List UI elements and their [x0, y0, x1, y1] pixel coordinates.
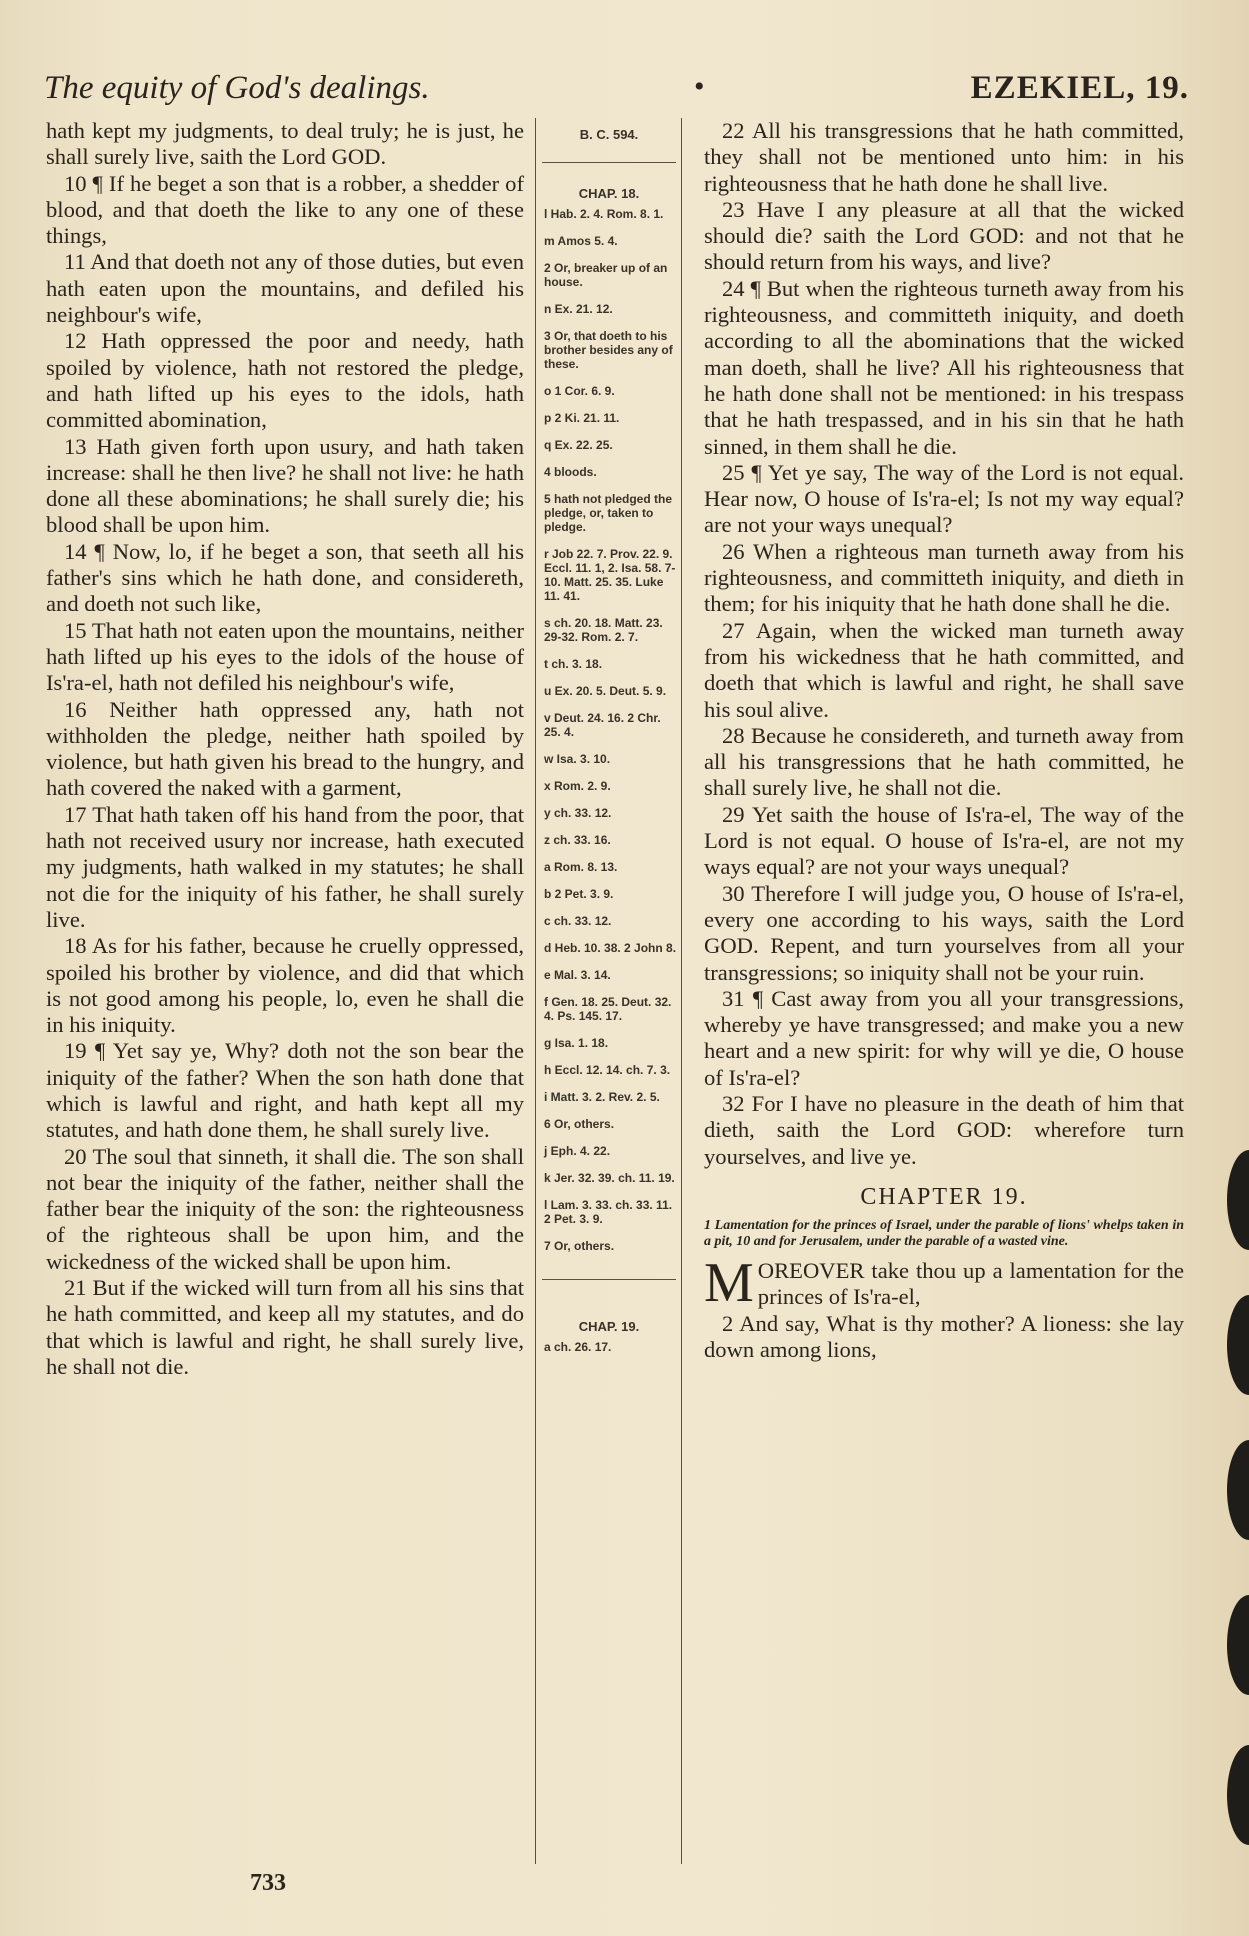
header-title: The equity of God's dealings. — [44, 70, 430, 106]
verse-27: 27 Again, when the wicked man turneth away from his wickedness that he hath committed, and doeth that which is lawful and right, he shall save his soul alive. — [704, 617, 1184, 722]
cross-reference: p 2 Ki. 21. 11. — [544, 411, 620, 425]
cross-reference: l Lam. 3. 33. ch. 33. 11. 2 Pet. 3. 9. — [544, 1198, 673, 1226]
verse-17: 17 That hath taken off his hand from the poor, that hath not received usury nor increase, hath executed my judgments, hath walked in my statutes; he shall not die for the iniquity of his father, he shall surely live. — [46, 801, 524, 932]
drop-cap: M — [704, 1252, 754, 1315]
verse-29: 29 Yet saith the house of Is'ra-el, The way of the Lord is not equal. O house of Is'ra-el, are not my ways equal? are not your ways unequal? — [704, 801, 1184, 880]
running-header — [44, 70, 1189, 114]
verse-18: 18 As for his father, because he cruelly oppressed, spoiled his brother by violence, and did that which is not good among his people, lo, even he shall die in his iniquity. — [46, 933, 524, 1038]
chapter-18-label: CHAP. 18. — [578, 186, 640, 201]
cross-reference: s ch. 20. 18. Matt. 23. 29-32. Rom. 2. 7. — [544, 616, 663, 644]
page-number: 733 — [250, 1870, 286, 1896]
cross-reference: q Ex. 22. 25. — [544, 438, 613, 452]
verse-1-text: OREOVER take thou up a lamentation for the princes of Is'ra-el, — [757, 1258, 1184, 1310]
verse-20: 20 The soul that sinneth, it shall die. The son shall not bear the iniquity of the father, neither shall the father bear the iniquity of the son: the righteousness of the righteous shall be upon him, and the wickedness of the wicked shall be upon him. — [46, 1143, 524, 1274]
verse-22: 22 All his transgressions that he hath committed, they shall not be mentioned unto him: in his righteousness that he hath done he shall live. — [704, 118, 1184, 196]
chapter-summary: 1 Lamentation for the princes of Israel, under the parable of lions' whelps taken in a pit, 10 and for Jerusalem, under the parable of a wasted vine. — [704, 1218, 1184, 1250]
cross-reference: h Eccl. 12. 14. ch. 7. 3. — [544, 1063, 671, 1077]
cross-reference: c ch. 33. 12. — [544, 914, 612, 928]
column-divider-right — [681, 118, 682, 1864]
cross-reference: t ch. 3. 18. — [544, 657, 603, 671]
cross-reference: 5 hath not pledged the pledge, or, taken to pledge. — [544, 492, 672, 534]
thumb-index-tab[interactable] — [1227, 1295, 1249, 1395]
verse-31: 31 ¶ Cast away from you all your transgressions, whereby ye have transgressed; and make you a new heart and a new spirit: for why will ye die, O house of Is'ra-el? — [704, 985, 1184, 1090]
chapter-heading: CHAPTER 19. — [860, 1183, 1028, 1210]
thumb-index-tab[interactable] — [1227, 1150, 1249, 1250]
cross-reference: 3 Or, that doeth to his brother besides any of these. — [544, 329, 673, 371]
thumb-index-tab[interactable] — [1227, 1595, 1249, 1695]
left-text-column — [46, 118, 524, 1380]
verse-10: 10 ¶ If he beget a son that is a robber, a shedder of blood, and that doeth the like to any one of these things, — [46, 170, 524, 249]
cross-reference: i Matt. 3. 2. Rev. 2. 5. — [544, 1090, 660, 1104]
verse-24: 24 ¶ But when the righteous turneth away from his righteousness, and committeth iniquity, and doeth according to all the abominations that the wicked man doeth, shall he live? All his righteousness that he hath done shall not be mentioned: in his trespass that he hath trespassed, and in his sin that he hath sinned, in them shall he die. — [704, 275, 1184, 459]
cross-reference: 2 Or, breaker up of an house. — [544, 261, 668, 289]
header-book-chapter: EZEKIEL, 19. — [970, 70, 1189, 106]
verse-16: 16 Neither hath oppressed any, hath not withholden the pledge, neither hath spoiled by violence, but hath given his bread to the hungry, and hath covered the naked with a garment, — [46, 696, 524, 801]
chapter-19-verse-2: 2 And say, What is thy mother? A lioness: she lay down among lions, — [704, 1310, 1184, 1363]
verse-19: 19 ¶ Yet say ye, Why? doth not the son bear the iniquity of the father? When the son hath done that which is lawful and right, and hath kept all my statutes, and hath done them, he shall surely live. — [46, 1038, 524, 1143]
cross-reference: w Isa. 3. 10. — [544, 752, 611, 766]
verse-26: 26 When a righteous man turneth away from his righteousness, and committeth iniquity, and dieth in them; for his iniquity that he hath done shall he die. — [704, 538, 1184, 617]
cross-reference: z ch. 33. 16. — [544, 833, 611, 847]
cross-reference: g Isa. 1. 18. — [544, 1036, 609, 1050]
cross-reference: b 2 Pet. 3. 9. — [544, 887, 614, 901]
cross-reference: j Eph. 4. 22. — [544, 1144, 611, 1158]
right-text-column — [704, 118, 1184, 1363]
reference-divider — [542, 1279, 676, 1280]
verse-30: 30 Therefore I will judge you, O house of Is'ra-el, every one according to his ways, saith the Lord GOD. Repent, and turn yourselves from all your transgressions; so iniquity shall not be your ruin. — [704, 880, 1184, 985]
cross-reference: f Gen. 18. 25. Deut. 32. 4. Ps. 145. 17. — [544, 995, 672, 1023]
column-divider-left — [535, 118, 536, 1864]
cross-reference-column — [538, 118, 680, 1367]
cross-reference: v Deut. 24. 16. 2 Chr. 25. 4. — [544, 711, 661, 739]
verse-15: 15 That hath not eaten upon the mountains, neither hath lifted up his eyes to the idols of the house of Is'ra-el, hath not defiled his neighbour's wife, — [46, 617, 524, 696]
cross-reference: d Heb. 10. 38. 2 John 8. — [544, 941, 677, 955]
verse-23: 23 Have I any pleasure at all that the wicked should die? saith the Lord GOD: and not that he should return from his ways, and live? — [704, 196, 1184, 275]
cross-reference: e Mal. 3. 14. — [544, 968, 611, 982]
verse-25: 25 ¶ Yet ye say, The way of the Lord is not equal. Hear now, O house of Is'ra-el; Is not my way equal? are not your ways unequal? — [704, 459, 1184, 538]
cross-reference: k Jer. 32. 39. ch. 11. 19. — [544, 1171, 675, 1185]
thumb-index-tab[interactable] — [1227, 1745, 1249, 1845]
verse-11: 11 And that doeth not any of those duties, but even hath eaten upon the mountains, and defiled his neighbour's wife, — [46, 249, 524, 328]
cross-reference: a Rom. 8. 13. — [544, 860, 618, 874]
cross-reference: m Amos 5. 4. — [544, 234, 618, 248]
cross-reference: r Job 22. 7. Prov. 22. 9. Eccl. 11. 1, 2. Isa. 58. 7-10. Matt. 25. 35. Luke 11. 41. — [544, 547, 676, 603]
cross-reference: n Ex. 21. 12. — [544, 302, 613, 316]
cross-reference: o 1 Cor. 6. 9. — [544, 384, 615, 398]
verse-21: 21 But if the wicked will turn from all his sins that he hath committed, and keep all my statutes, and do that which is lawful and right, he shall surely live, he shall not die. — [46, 1275, 524, 1379]
verse-13: 13 Hath given forth upon usury, and hath taken increase: shall he then live? he shall not live: he hath done all these abominations; he shall surely die; his blood shall be upon him. — [46, 433, 524, 538]
verse-text: hath kept my judgments, to deal truly; he is just, he shall surely live, saith the Lord GOD. — [46, 118, 524, 170]
reference-divider — [542, 162, 676, 163]
verse-12: 12 Hath oppressed the poor and needy, hath spoiled by violence, hath not restored the pledge, and hath lifted up his eyes to the idols, hath committed abomination, — [46, 328, 524, 433]
cross-reference: y ch. 33. 12. — [544, 806, 612, 820]
cross-reference: 6 Or, others. — [544, 1117, 615, 1131]
date-label: B. C. 594. — [579, 127, 639, 142]
cross-reference: x Rom. 2. 9. — [544, 779, 611, 793]
reference-list — [538, 207, 680, 1253]
cross-reference: u Ex. 20. 5. Deut. 5. 9. — [544, 684, 667, 698]
header-bullet: • — [694, 70, 705, 103]
cross-reference: l Hab. 2. 4. Rom. 8. 1. — [544, 207, 664, 221]
verse-32: 32 For I have no pleasure in the death of him that dieth, saith the Lord GOD: wherefore turn yourselves, and live ye. — [704, 1090, 1184, 1169]
verse-28: 28 Because he considereth, and turneth away from all his transgressions that he hath committed, he shall surely live, he shall not die. — [704, 722, 1184, 801]
verse-14: 14 ¶ Now, lo, if he beget a son, that seeth all his father's sins which he hath done, and considereth, and doeth not such like, — [46, 538, 524, 617]
chapter-19-verse-1 — [704, 1252, 1184, 1315]
thumb-index-tab[interactable] — [1227, 1440, 1249, 1540]
chapter-19-label: CHAP. 19. — [578, 1319, 640, 1334]
cross-reference: 4 bloods. — [544, 465, 597, 479]
cross-reference: a ch. 26. 17. — [544, 1340, 612, 1354]
cross-reference: 7 Or, others. — [544, 1239, 615, 1253]
